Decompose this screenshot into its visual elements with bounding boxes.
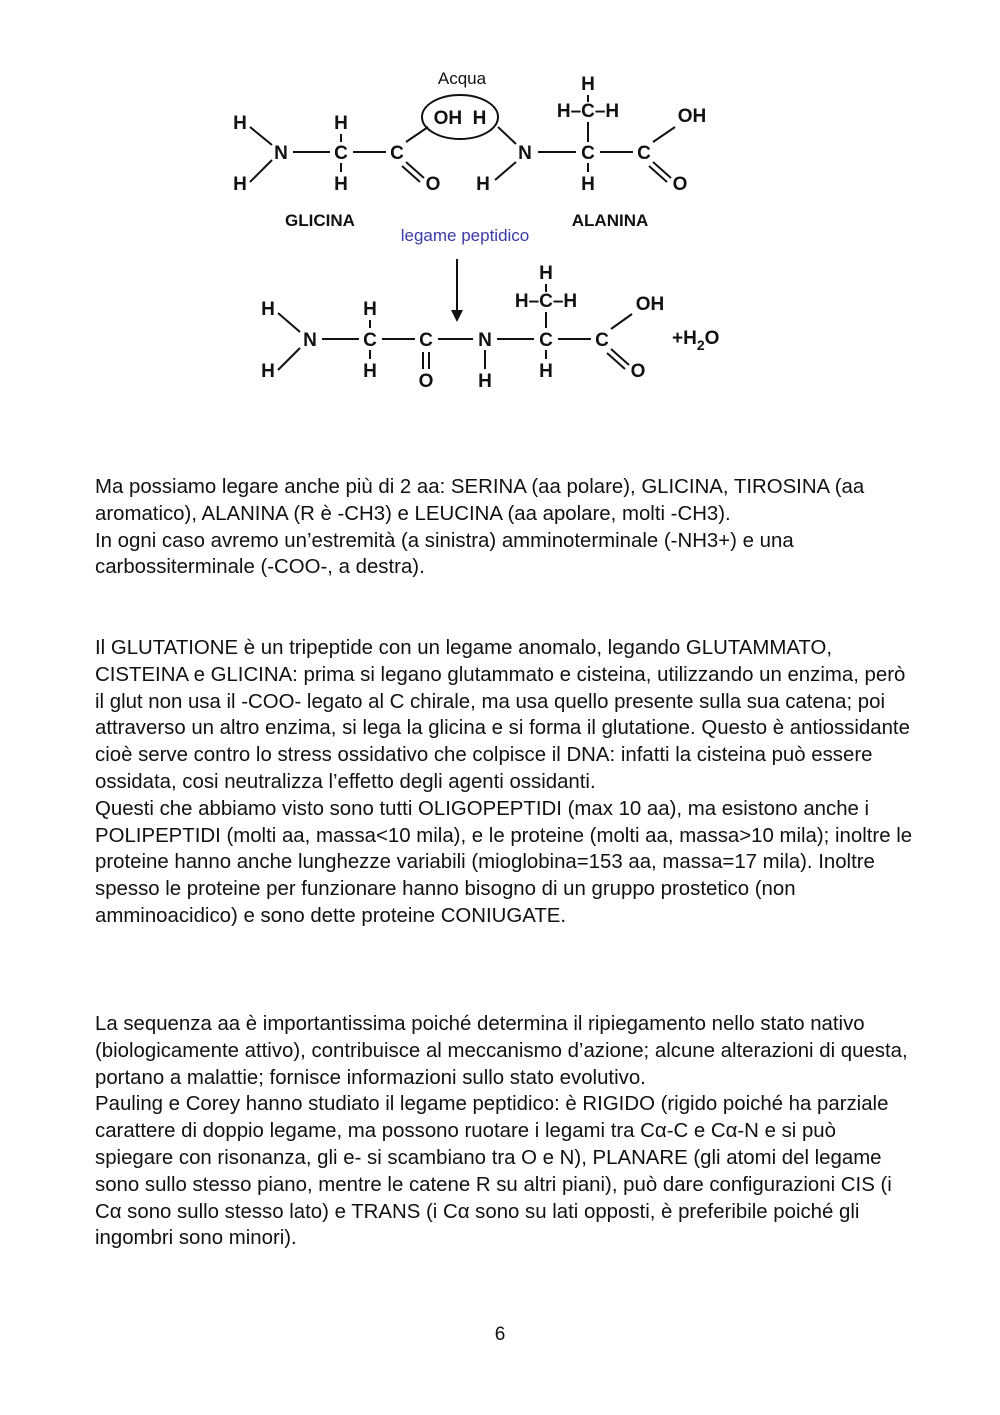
paragraph-block-2 [95,635,915,930]
atom-n: N [274,143,288,164]
atom-n: N [518,143,532,164]
atom-h: H [261,361,275,382]
atom-o: O [630,361,646,382]
dipeptide-structure [261,263,664,392]
oh-h-atoms: OH H [433,108,487,129]
atom-h: H [476,174,490,195]
paragraph: Il GLUTATIONE è un tripeptide con un legame anomalo, legando GLUTAMMATO, CISTEINA e GLICINA: prima si legano glutammato e cisteina, utilizzando un enzima, però il glut non usa il -COO- legato al C chirale, ma usa quello presente sulla sua catena; poi attraverso un altro enzima, si lega la glicina e si forma il glutatione. Questo è antiossidante cioè serve contro lo stress ossidativo che colpisce il DNA: infatti la cisteina può essere ossidata, cosi neutralizza l’effetto degli agenti ossidanti. [95,637,910,793]
atom-c: C [595,330,609,351]
atom-c: C [363,330,377,351]
atom-n: N [303,330,317,351]
atom-c: C [637,143,651,164]
paragraph: La sequenza aa è importantissima poiché determina il ripiegamento nello stato nativo (biologicamente attivo), contribuisce al meccanismo d’azione; alcune alterazioni di questa, portano a malattie; fornisce informazioni sullo stato evolutivo. [95,1013,908,1089]
atom-oh: OH [635,294,665,315]
alanina-label: ALANINA [571,211,649,230]
acqua-label: Acqua [437,69,487,88]
atom-c: C [419,330,433,351]
paragraph-block-3 [95,1011,915,1252]
atom-h: H [334,174,348,195]
water-product: $+H_2O$ [672,328,720,353]
methyl-group: H–C–H [556,101,620,122]
atom-h: H [233,174,247,195]
atom-c: C [539,330,553,351]
page-number: 6 [494,1324,506,1345]
atom-o: O [425,174,441,195]
atom-o: O [672,174,688,195]
reaction-arrowhead [451,310,463,322]
atom-h: H [581,174,595,195]
atom-h: H [363,299,377,320]
paragraph: In ogni caso avremo un’estremità (a sinistra) amminoterminale (-NH3+) e una carbossiterminale (-COO-, a destra). [95,529,794,579]
methyl-group: H–C–H [514,291,578,312]
atom-oh: OH [677,106,707,127]
atom-h: H [261,299,275,320]
atom-h: H [478,371,492,392]
atom-c: C [334,143,348,164]
paragraph: Pauling e Corey hanno studiato il legame peptidico: è RIGIDO (rigido poiché ha parziale carattere di doppio legame, ma possono ruotare i legami tra Cα-C e Cα-N e si può spiegare con risonanza, gli e- si scambiano tra O e N), PLANARE (gli atomi del legame sono sullo stesso piano, mentre le catene R su altri piani), può dare configurazioni CIS (i Cα sono sullo stesso lato) e TRANS (i Cα sono su lati opposti, è preferibile poiché gli ingombri sono minori). [95,1093,892,1250]
peptide-bond-label: legame peptidico [400,226,530,245]
glicina-label: GLICINA [285,211,355,230]
atom-h: H [581,74,595,95]
paragraph: Questi che abbiamo visto sono tutti OLIGOPEPTIDI (max 10 aa), ma esistono anche i POLIPEPTIDI (molti aa, massa<10 mila), e le proteine (molti aa, massa>10 mila); inoltre le proteine hanno anche lunghezze variabili (mioglobina=153 aa, massa=17 mila). Inoltre spesso le proteine per funzionare hanno bisogno di un gruppo prostetico (non amminoacidico) e sono dette proteine CONIUGATE. [95,797,913,927]
atom-c: C [581,143,595,164]
paragraph-block-1 [95,474,915,581]
atom-n: N [478,330,492,351]
alanine-structure [476,74,706,195]
glycine-structure [233,113,440,195]
atom-h: H [233,113,247,134]
atom-h: H [539,263,553,284]
atom-h: H [334,113,348,134]
paragraph: Ma possiamo legare anche più di 2 aa: SERINA (aa polare), GLICINA, TIROSINA (aa aromatico), ALANINA (R è -CH3) e LEUCINA (aa apolare, molti -CH3). [95,476,865,525]
atom-h: H [363,361,377,382]
atom-o: O [418,371,434,392]
peptide-bond-diagram [220,62,760,402]
atom-h: H [539,361,553,382]
atom-c: C [390,143,404,164]
